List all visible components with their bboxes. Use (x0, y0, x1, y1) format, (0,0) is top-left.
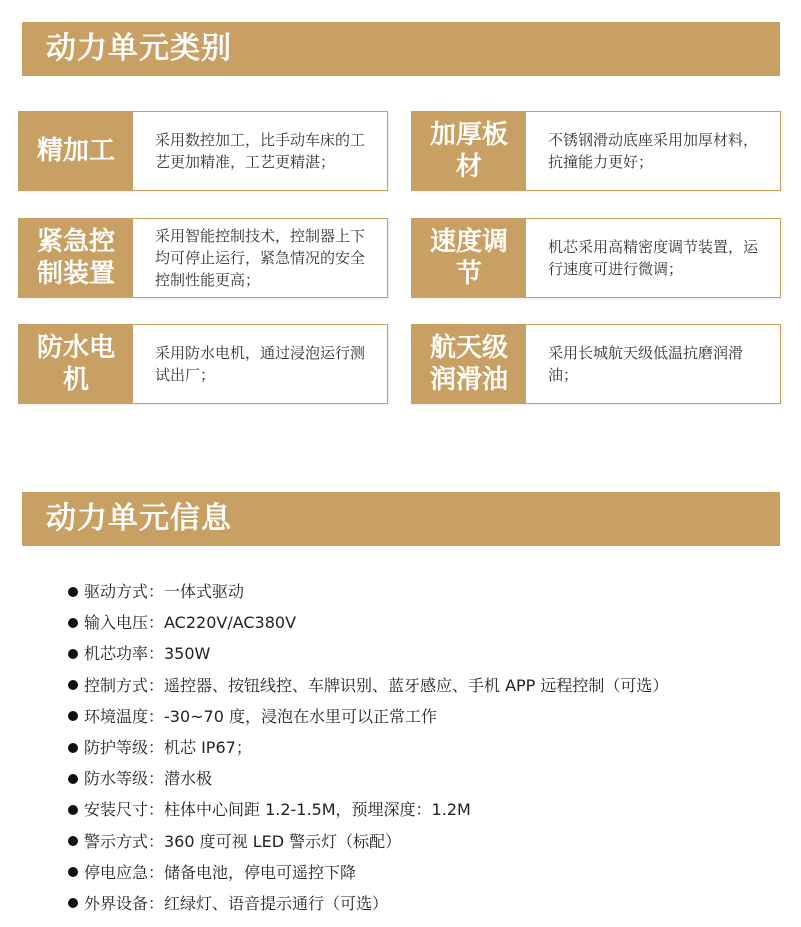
list-item: 驱动方式：一体式驱动 (68, 576, 668, 607)
card-label: 加厚板材 (412, 112, 526, 190)
bullet-icon (68, 867, 78, 877)
card-description: 不锈钢滑动底座采用加厚材料，抗撞能力更好； (548, 131, 759, 171)
card-label: 速度调节 (412, 219, 526, 297)
bullet-icon (68, 587, 78, 597)
card-description: 采用防水电机，通过浸泡运行测试出厂； (155, 344, 366, 384)
section-header-types: 动力单元类别 (22, 22, 780, 76)
card-aerospace-lubricant (411, 324, 781, 404)
list-item: 环境温度：-30~70 度，浸泡在水里可以正常工作 (68, 701, 668, 732)
card-description: 机芯采用高精密度调节装置，运行速度可进行微调； (548, 238, 759, 278)
bullet-icon (68, 805, 78, 815)
list-item: 控制方式：遥控器、按钮线控、车牌识别、蓝牙感应、手机 APP 远程控制（可选） (68, 670, 668, 701)
bullet-icon (68, 680, 78, 690)
list-item: 停电应急：储备电池，停电可遥控下降 (68, 857, 668, 888)
info-list (68, 576, 668, 919)
card-description: 采用数控加工，比手动车床的工艺更加精准，工艺更精湛； (155, 131, 366, 171)
bullet-icon (68, 898, 78, 908)
list-item: 安装尺寸：柱体中心间距 1.2-1.5M，预埋深度：1.2M (68, 794, 668, 825)
list-item: 机芯功率：350W (68, 638, 668, 669)
list-item: 输入电压：AC220V/AC380V (68, 607, 668, 638)
card-label: 防水电机 (19, 325, 133, 403)
list-item: 防水等级：潜水极 (68, 763, 668, 794)
card-emergency-control (18, 218, 388, 298)
list-item: 防护等级：机芯 IP67； (68, 732, 668, 763)
bullet-icon (68, 649, 78, 659)
section-header-info: 动力单元信息 (22, 492, 780, 546)
list-item: 外界设备：红绿灯、语音提示通行（可选） (68, 888, 668, 919)
bullet-icon (68, 618, 78, 628)
card-thickened-plate (411, 111, 781, 191)
card-description: 采用长城航天级低温抗磨润滑油； (548, 344, 744, 384)
list-item: 警示方式：360 度可视 LED 警示灯（标配） (68, 826, 668, 857)
card-label: 紧急控制装置 (19, 219, 133, 297)
bullet-icon (68, 711, 78, 721)
card-label: 航天级润滑油 (412, 325, 526, 403)
card-waterproof-motor (18, 324, 388, 404)
bullet-icon (68, 774, 78, 784)
card-speed-adjust (411, 218, 781, 298)
bullet-icon (68, 836, 78, 846)
card-label: 精加工 (19, 112, 133, 190)
card-fine-machining (18, 111, 388, 191)
bullet-icon (68, 743, 78, 753)
card-description: 采用智能控制技术，控制器上下均可停止运行，紧急情况的安全控制性能更高； (155, 227, 366, 289)
